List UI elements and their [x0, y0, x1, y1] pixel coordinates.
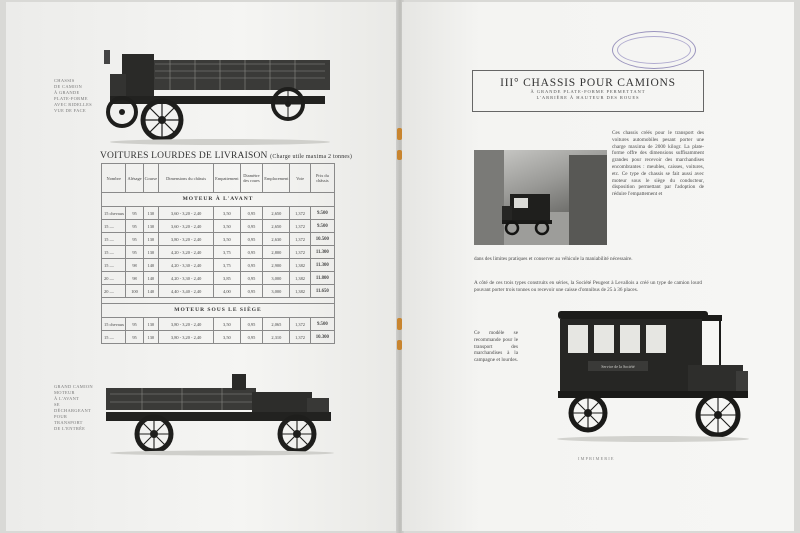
col-header: Diamètre des roues: [240, 164, 263, 193]
caption-line: À GRANDE: [54, 90, 80, 95]
section-subheading: À GRANDE PLATE-FORME PERMETTANT: [530, 89, 646, 94]
table-cell: 0,95: [240, 259, 263, 272]
flatbed-truck-illustration: [100, 46, 340, 146]
caption-line: GRAND CAMION: [54, 384, 93, 389]
caption-line: DE CAMION: [54, 84, 83, 89]
table-cell: 20 —: [102, 272, 126, 285]
caption-line: MOTEUR: [54, 390, 75, 395]
table-cell: 130: [143, 318, 158, 331]
table-cell: 2,800: [263, 246, 290, 259]
table-cell: 2,065: [263, 318, 290, 331]
table-title: [100, 151, 353, 161]
table-cell: 15 —: [102, 331, 126, 344]
table-cell: 95: [126, 233, 143, 246]
table-row: [102, 207, 335, 220]
section-heading: III° CHASSIS POUR CAMIONS: [500, 77, 676, 89]
top-truck-caption: [54, 78, 98, 114]
table-cell: 0,95: [240, 246, 263, 259]
table-cell: 3,50: [214, 233, 240, 246]
table-cell: 11.300: [310, 259, 334, 272]
table-cell: 0,95: [240, 220, 263, 233]
table-cell: 15 chevaux: [102, 207, 126, 220]
table-cell: 3,60 - 3,20 - 2,40: [159, 207, 214, 220]
bottom-truck-caption: [54, 384, 98, 432]
table-cell: 3,85: [214, 272, 240, 285]
table-cell: 3,75: [214, 259, 240, 272]
table-cell: 3,000: [263, 285, 290, 298]
table-cell: 2,310: [263, 331, 290, 344]
table-cell: 4,00: [214, 285, 240, 298]
table-cell: 1,382: [290, 272, 310, 285]
table-cell: 4,20 - 3,20 - 2,40: [159, 246, 214, 259]
table-cell: 4,20 - 3,30 - 2,40: [159, 259, 214, 272]
street-photo: [474, 150, 607, 245]
table-cell: 140: [143, 259, 158, 272]
table-cell: 15 —: [102, 259, 126, 272]
caption-line: PLATE-FORME: [54, 96, 88, 101]
table-cell: 15 —: [102, 220, 126, 233]
paragraph-continuation: dans des limites pratiques et conserver au véhicule la maniabilité nécessaire.: [474, 256, 633, 262]
col-header: Emplacement: [263, 164, 290, 193]
table-cell: 95: [126, 318, 143, 331]
table-cell: 100: [126, 285, 143, 298]
table-cell: 95: [126, 207, 143, 220]
table-cell: 3,60 - 3,20 - 2,40: [159, 220, 214, 233]
paragraph-model: Ce modèle se recommande pour le transport des marchandises à la campagne et lourdes.: [474, 330, 518, 364]
col-header: Empattement: [214, 164, 240, 193]
table-cell: 1,372: [290, 220, 310, 233]
table-cell: 9.500: [310, 207, 334, 220]
col-header: Dimensions du châssis: [159, 164, 214, 193]
table-cell: 20 —: [102, 285, 126, 298]
section-subheading: L'ARRIÈRE À HAUTEUR DES ROUES: [536, 95, 640, 100]
table-row: [102, 233, 335, 246]
table-cell: 98: [126, 259, 143, 272]
col-header: Alésage: [126, 164, 143, 193]
table-title-text: VOITURES LOURDES DE LIVRAISON: [100, 151, 268, 161]
spec-table: [101, 163, 335, 344]
table-cell: 95: [126, 220, 143, 233]
table-cell: 10.500: [310, 233, 334, 246]
table-group-heading: MOTEUR SOUS LE SIÈGE: [102, 304, 335, 318]
caption-line: VUE DE FACE: [54, 108, 86, 113]
table-cell: 140: [143, 285, 158, 298]
table-cell: 0,95: [240, 207, 263, 220]
table-cell: 3,50: [214, 331, 240, 344]
caption-line: POUR: [54, 414, 68, 419]
table-cell: 15 —: [102, 246, 126, 259]
table-cell: 0,95: [240, 331, 263, 344]
table-cell: 98: [126, 272, 143, 285]
table-cell: 130: [143, 246, 158, 259]
table-cell: 1,372: [290, 318, 310, 331]
table-row: [102, 272, 335, 285]
table-cell: 2,650: [263, 220, 290, 233]
table-cell: 10.300: [310, 331, 334, 344]
open-truck-illustration: [102, 372, 338, 456]
table-cell: 1,382: [290, 285, 310, 298]
table-cell: 3,75: [214, 246, 240, 259]
table-cell: 1,372: [290, 246, 310, 259]
table-header-row: [102, 164, 335, 193]
section-heading-box: [472, 70, 704, 112]
table-cell: 95: [126, 331, 143, 344]
table-cell: 1,382: [290, 259, 310, 272]
table-cell: 3,80 - 3,20 - 2,40: [159, 331, 214, 344]
table-cell: 140: [143, 272, 158, 285]
table-cell: 3,000: [263, 272, 290, 285]
bus-sign-text: Service de la Société: [601, 364, 635, 369]
table-cell: 2,900: [263, 259, 290, 272]
table-cell: 9.500: [310, 220, 334, 233]
col-header: Prix du châssis: [310, 164, 334, 193]
omnibus-illustration: [548, 305, 754, 445]
table-cell: 11.300: [310, 246, 334, 259]
table-cell: 11.650: [310, 285, 334, 298]
caption-line: À L'AVANT: [54, 396, 80, 401]
col-header: Voie: [290, 164, 310, 193]
library-stamp: [612, 31, 696, 69]
footer-mark: IMPRIMERIE: [578, 456, 615, 461]
table-cell: 0,95: [240, 233, 263, 246]
table-row: [102, 259, 335, 272]
table-cell: 4,40 - 3,40 - 2,40: [159, 285, 214, 298]
table-cell: 2,650: [263, 207, 290, 220]
caption-line: CHASSIS: [54, 78, 75, 83]
caption-line: TRANSPORT: [54, 420, 83, 425]
table-cell: 15 chevaux: [102, 318, 126, 331]
table-cell: 3,50: [214, 318, 240, 331]
table-row: [102, 331, 335, 344]
col-header: Nombre: [102, 164, 126, 193]
table-cell: 0,95: [240, 318, 263, 331]
col-header: Course: [143, 164, 158, 193]
table-cell: 0,95: [240, 285, 263, 298]
caption-line: SE DÉCHARGEANT: [54, 402, 92, 413]
table-title-note: (Charge utile maxima 2 tonnes): [270, 154, 353, 160]
paragraph-levallois: A côté de ces trois types construits en séries, la Société Peugeot à Levallois a créé un type de camion lourd pouvant porter trois tonnes ou recevoir une caisse d'omnibus de 25 à 36 places.: [474, 280, 702, 293]
paragraph-intro: Ces chassis créés pour le transport des voitures automobiles pesant porter une charge maxima de 2000 kilogr. La plate-forme offre des dimensions suffisamment grandes pour recevoir des marchandises encombrantes : meubles, caisses, voitures, etc. Ce type de chassis se fait aussi avec moteur sous le siège du conducteur, disposition permettant par l'adoption de réduire l'empattement et: [612, 130, 704, 198]
table-row: [102, 220, 335, 233]
table-cell: 130: [143, 220, 158, 233]
table-cell: 3,80 - 3,20 - 2,40: [159, 233, 214, 246]
table-cell: 1,372: [290, 233, 310, 246]
table-row: [102, 246, 335, 259]
table-cell: 130: [143, 233, 158, 246]
table-cell: 3,50: [214, 207, 240, 220]
caption-line: AVEC RIDELLES: [54, 102, 92, 107]
table-cell: 3,80 - 3,20 - 2,40: [159, 318, 214, 331]
caption-line: DE L'ENTRÉE: [54, 426, 86, 431]
table-cell: 15 —: [102, 233, 126, 246]
table-cell: 2,630: [263, 233, 290, 246]
van-in-photo: [500, 188, 556, 236]
table-cell: 1,372: [290, 331, 310, 344]
table-cell: 130: [143, 207, 158, 220]
table-row: [102, 318, 335, 331]
table-group-heading: MOTEUR À L'AVANT: [102, 193, 335, 207]
table-cell: 11.800: [310, 272, 334, 285]
table-cell: 95: [126, 246, 143, 259]
table-cell: 0,95: [240, 272, 263, 285]
table-cell: 1,372: [290, 207, 310, 220]
table-row: [102, 285, 335, 298]
table-cell: 9.500: [310, 318, 334, 331]
table-cell: 130: [143, 331, 158, 344]
table-cell: 3,50: [214, 220, 240, 233]
table-cell: 4,20 - 3,30 - 2,40: [159, 272, 214, 285]
